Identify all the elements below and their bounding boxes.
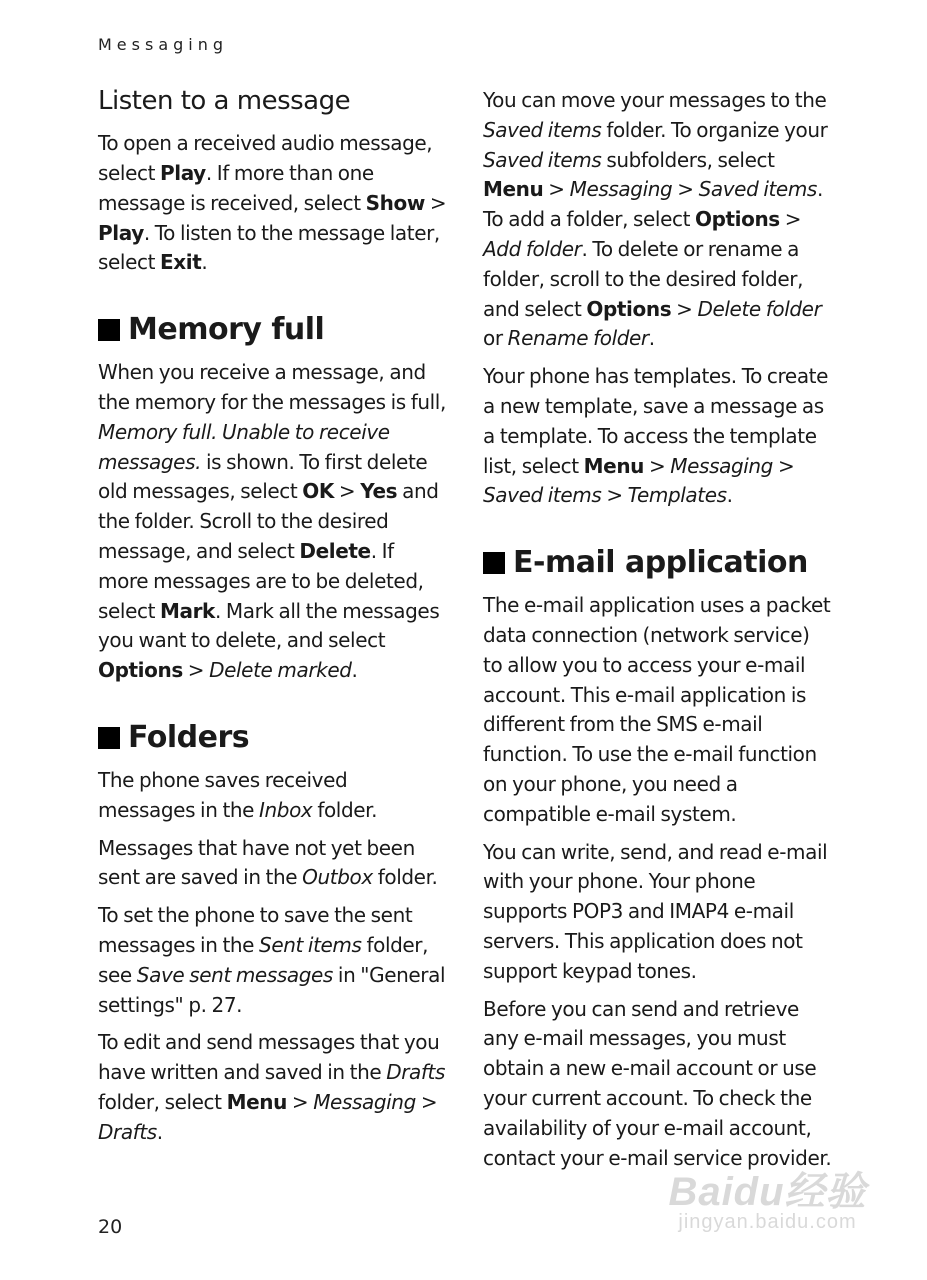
section-bullet-icon (98, 727, 120, 749)
section-heading-folders (98, 720, 448, 756)
section-title: Folders (128, 719, 250, 755)
paragraph: Before you can send and retrieve any e-mail messages, you must obtain a new e-mail account or use your current account. To check the availability of your e-mail account, contact your e-mail service provider. (483, 996, 832, 1170)
ui-item-name: Inbox (259, 797, 313, 822)
section-heading-email (483, 545, 833, 581)
ui-item-name: Drafts (98, 1119, 157, 1144)
paragraph: To open a received audio message, select Play. If more than one message is received, select Show > Play. To listen to the message later, select Exit. (98, 131, 447, 275)
ui-item-name: Outbox (302, 865, 373, 890)
section-title: E-mail application (513, 545, 808, 581)
ui-item-name: Saved items (483, 117, 602, 142)
ui-item-name: Messaging (670, 453, 773, 478)
ui-item-name: Drafts (386, 1060, 446, 1085)
section-heading-memory-full (98, 312, 448, 348)
left-column (98, 86, 448, 1156)
ui-item-name: Delete marked (209, 658, 352, 683)
ui-term: Show (365, 190, 425, 215)
ui-term: Options (98, 658, 183, 683)
running-header: Messaging (98, 35, 229, 54)
right-column (483, 86, 833, 1181)
paragraph: The e-mail application uses a packet data connection (network service) to allow you to access your e-mail account. This e-mail application is different from the SMS e-mail function. To use the e-mail function on your phone, you need a compatible e-mail system. (483, 593, 831, 826)
page-number: 20 (98, 1216, 123, 1238)
ui-term: Options (586, 296, 672, 321)
ui-item-name: Saved items (483, 483, 602, 508)
paragraph: Messages that have not yet been sent are saved in the Outbox folder. (98, 835, 438, 890)
paragraph: You can move your messages to the Saved items folder. To organize your Saved items subfolders, select Menu > Messaging > Saved items. To add a folder, select Options > Add folder. To delete or rename a folder, scroll to the desired folder, and select Options > Delete folder or Rename folder. (483, 88, 828, 351)
section-title: Memory full (128, 312, 325, 348)
section-title-listen: Listen to a message (98, 86, 351, 116)
ui-item-name: Messaging (569, 177, 673, 202)
paragraph: You can write, send, and read e-mail with your phone. Your phone supports POP3 and IMAP4 e-mail servers. This application does not support keypad tones. (483, 839, 828, 983)
paragraph: The phone saves received messages in the Inbox folder. (98, 767, 378, 822)
watermark-url: jingyan.baidu.com (678, 1211, 857, 1233)
ui-item-name: Save sent messages (136, 962, 333, 987)
paragraph: Your phone has templates. To create a new template, save a message as a template. To access the template list, select Menu > Messaging > Saved items > Templates. (483, 364, 829, 508)
ui-item-name: Sent items (259, 932, 362, 957)
ui-item-name: Saved items (483, 147, 602, 172)
ui-item-name: Add folder (483, 236, 582, 261)
ui-term: Delete (299, 538, 371, 563)
ui-item-name: Rename folder (507, 326, 649, 351)
ui-term: Play (98, 220, 144, 245)
paragraph: When you receive a message, and the memory for the messages is full, Memory full. Unable to receive messages. is shown. To first delete old messages, select OK > Yes and the folder. Scroll to the desired message, and select Delete. If more messages are to be deleted, select Mark. Mark all the messages you want to delete, and select Options > Delete marked. (98, 360, 446, 683)
ui-term: Menu (226, 1089, 287, 1114)
ui-term: Options (694, 207, 780, 232)
section-bullet-icon (483, 552, 505, 574)
ui-term: Mark (159, 598, 215, 623)
paragraph: To edit and send messages that you have written and saved in the Drafts folder, select Menu > Messaging > Drafts. (98, 1030, 446, 1144)
ui-item-name: Templates (627, 483, 727, 508)
ui-item-name: Delete folder (697, 296, 822, 321)
ui-term: Play (159, 160, 206, 185)
ui-item-name: Memory full. Unable to receive messages. (98, 419, 390, 474)
ui-term: OK (302, 479, 334, 504)
watermark-logo (660, 1160, 875, 1234)
ui-term: Menu (583, 453, 645, 478)
ui-term: Yes (360, 479, 398, 504)
paragraph: To set the phone to save the sent messages in the Sent items folder, see Save sent messages in "General settings" p. 27. (98, 903, 446, 1017)
watermark-logo-text: Baidu经验 (668, 1170, 867, 1214)
ui-item-name: Messaging (313, 1089, 416, 1114)
section-bullet-icon (98, 319, 120, 341)
ui-term: Menu (483, 177, 544, 202)
ui-item-name: Saved items (698, 177, 817, 202)
ui-term: Exit (159, 250, 202, 275)
